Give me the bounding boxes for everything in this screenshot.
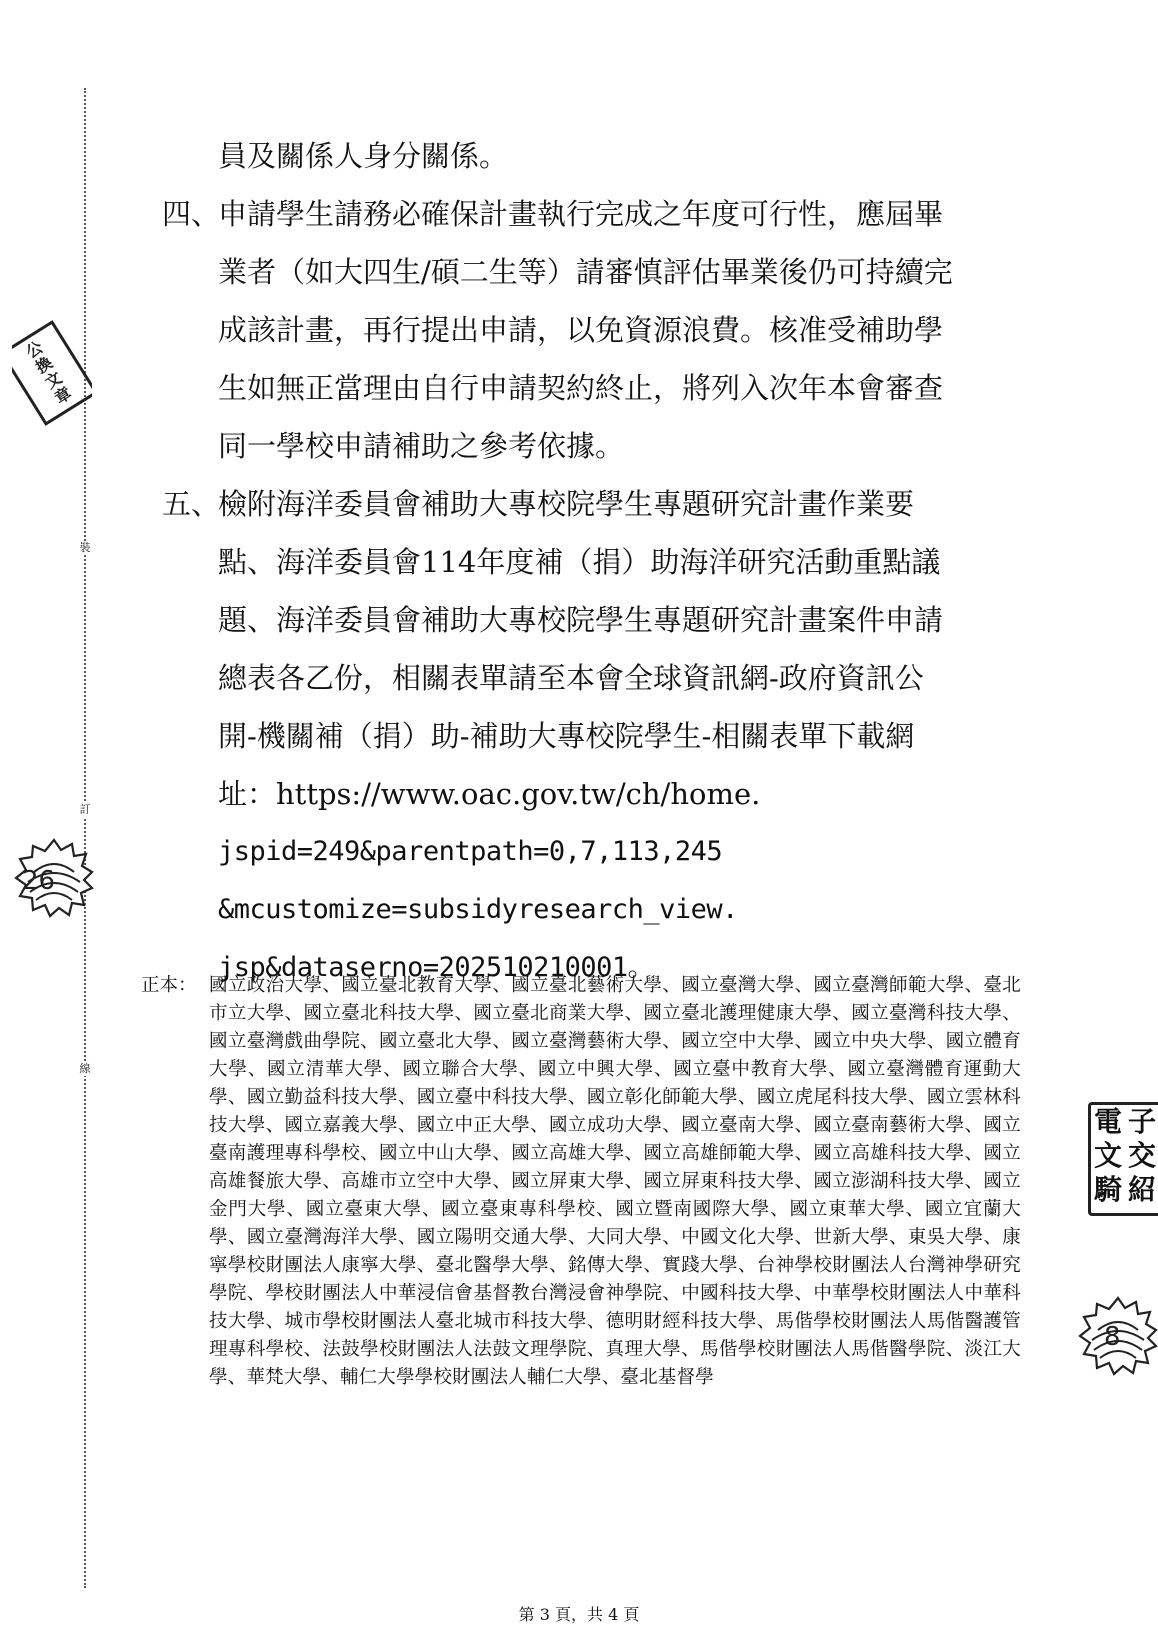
seal-char: 章 — [51, 383, 75, 408]
seal-char: 換 — [32, 352, 56, 378]
continuation-line: 員及關係人身分關係。 — [218, 139, 509, 173]
e-seal-char: 文 — [1093, 1139, 1122, 1172]
binding-char-xian: 線 — [77, 1062, 93, 1076]
item-4-line: 生如無正當理由自行申請契約終止，將列入次年本會審查 — [218, 371, 944, 405]
item-4-line: 業者（如大四生/碩二生等）請審慎評估畢業後仍可持續完 — [218, 255, 953, 289]
item-5-line: 總表各乙份，相關表單請至本會全球資訊網-政府資訊公 — [218, 661, 924, 695]
item-5-number: 五、 — [162, 487, 221, 521]
item-4 — [162, 185, 1022, 475]
recipients-block — [141, 972, 1021, 1392]
recipients-list: 國立政治大學、國立臺北教育大學、國立臺北藝術大學、國立臺灣大學、國立臺灣師範大學、臺北市立大學、國立臺北科技大學、國立臺北商業大學、國立臺北護理健康大學、國立臺灣科技大學、國立臺灣戲曲學院、國立臺北大學、國立臺灣藝術大學、國立空中大學、國立中央大學、國立體育大學、國立清華大學、國立聯合大學、國立中興大學、國立臺中教育大學、國立臺灣體育運動大學、國立勤益科技大學、國立臺中科技大學、國立彰化師範大學、國立虎尾科技大學、國立雲林科技大學、國立嘉義大學、國立中正大學、國立成功大學、國立臺南大學、國立臺南藝術大學、國立臺南護理專科學校、國立中山大學、國立高雄大學、國立高雄師範大學、國立高雄科技大學、國立高雄餐旅大學、高雄市立空中大學、國立屏東大學、國立屏東科技大學、國立澎湖科技大學、國立金門大學、國立臺東大學、國立臺東專科學校、國立暨南國際大學、國立東華大學、國立宜蘭大學、國立臺灣海洋大學、國立陽明交通大學、大同大學、中國文化大學、世新大學、東吳大學、康寧學校財團法人康寧大學、臺北醫學大學、銘傳大學、實踐大學、台神學校財團法人台灣神學研究學院、學校財團法人中華浸信會基督教台灣浸會神學院、中國科技大學、中華學校財團法人中華科技大學、城市學校財團法人臺北城市科技大學、德明財經科技大學、馬偕學校財團法人馬偕醫護管理專科學校、法鼓學校財團法人法鼓文理學院、真理大學、馬偕學校財團法人馬偕醫學院、淡江大學、華梵大學、輔仁大學學校財團法人輔仁大學、臺北基督學 — [209, 975, 1021, 1388]
page-number: 第 3 頁，共 4 頁 — [518, 1605, 640, 1624]
e-seal-char: 紹 — [1127, 1173, 1156, 1206]
e-document-seal — [1084, 1098, 1158, 1216]
item-4-line: 成該計畫，再行提出申請，以免資源浪費。核准受補助學 — [218, 313, 944, 347]
item-4-number: 四、 — [162, 197, 221, 231]
item-4-line: 同一學校申請補助之參考依據。 — [218, 429, 625, 463]
e-seal-char: 電 — [1093, 1105, 1122, 1138]
item-5-line: 檢附海洋委員會補助大專校院學生專題研究計畫作業要 — [218, 487, 915, 521]
gear-seal-right-number: 8 — [1104, 1322, 1121, 1352]
seal-char: 文 — [41, 367, 66, 393]
item-5-line: 開-機關補（捐）助-補助大專校院學生-相關表單下載網 — [218, 719, 915, 753]
gear-seal-left-number: 26 — [22, 866, 56, 896]
e-seal-char: 交 — [1127, 1139, 1156, 1172]
recipients-label: 正本： — [141, 975, 197, 996]
official-exchange-seal — [12, 316, 92, 436]
item-5-line: 點、海洋委員會114年度補（捐）助海洋研究活動重點議 — [218, 545, 941, 579]
item-5-url-line: jspid=249&parentpath=0,7,113,245 — [218, 836, 723, 867]
item-5 — [162, 475, 1022, 997]
item-5-line: 題、海洋委員會補助大專校院學生專題研究計畫案件申請 — [218, 603, 944, 637]
document-body — [162, 127, 1022, 997]
binding-char-ding: 訂 — [77, 803, 93, 817]
binding-char-zhuang: 裝 — [77, 541, 93, 555]
e-seal-char: 騎 — [1093, 1173, 1122, 1206]
item-5-url-line: &mcustomize=subsidyresearch_view. — [218, 894, 738, 925]
item-5-url-line: jsp&dataserno=202510210001。 — [218, 952, 655, 983]
e-seal-char: 子 — [1127, 1105, 1156, 1138]
item-4-line: 申請學生請務必確保計畫執行完成之年度可行性，應屆畢 — [218, 197, 944, 231]
item-5-url-start: 址：https://www.oac.gov.tw/ch/home. — [218, 777, 761, 811]
seal-char: 公 — [22, 337, 47, 362]
